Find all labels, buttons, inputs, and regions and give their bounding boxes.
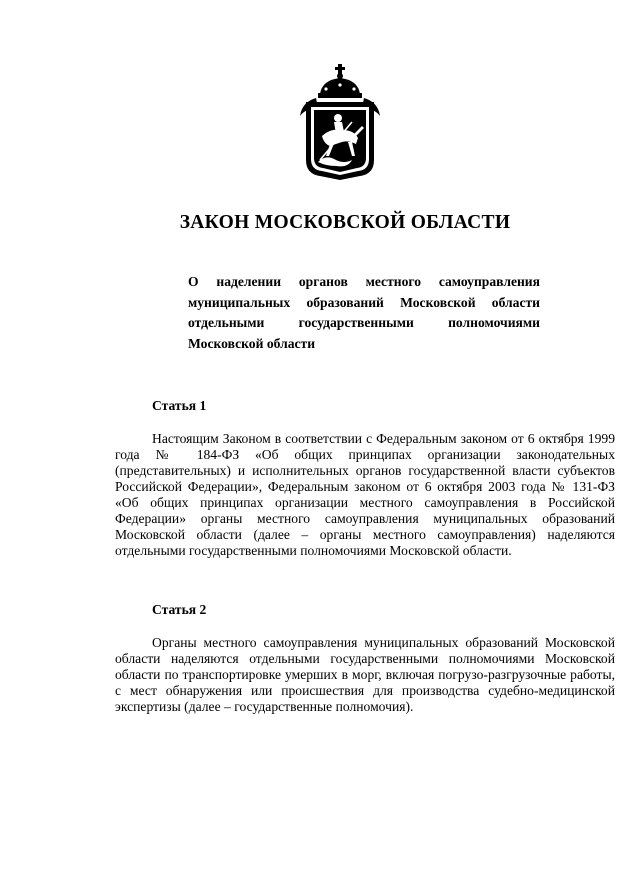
law-title: ЗАКОН МОСКОВСКОЙ ОБЛАСТИ	[179, 212, 511, 233]
law-subject: О наделении органов местного самоуправления муниципальных образований Московской области отдельными государственными полномочиями Московской области	[188, 274, 540, 351]
article-2-heading: Статья 2	[152, 602, 207, 617]
article-1-heading: Статья 1	[152, 398, 207, 413]
article-2-body: Органы местного самоуправления муниципальных образований Московской области наделяются отдельными государственными полномочиями Московской области по транспортировке умерших в морг, включая погрузо-разгрузочные работы, с мест обнаружения или происшествия для производства судебно-медицинской экспертизы (далее – государственные полномочия).	[115, 635, 615, 715]
coat-of-arms-icon	[296, 64, 384, 182]
article-1-body: Настоящим Законом в соответствии с Федеральным законом от 6 октября 1999 года № 184-ФЗ «Об общих принципах организации законодательных (представительных) и исполнительных органов государственной власти субъектов Российской Федерации», Федеральным законом от 6 октября 2003 года № 131-ФЗ «Об общих принципах организации местного самоуправления в Российской Федерации» органы местного самоуправления муниципальных образований Московской области (далее – органы местного самоуправления) наделяются отдельными государственными полномочиями Московской области.	[115, 431, 615, 559]
